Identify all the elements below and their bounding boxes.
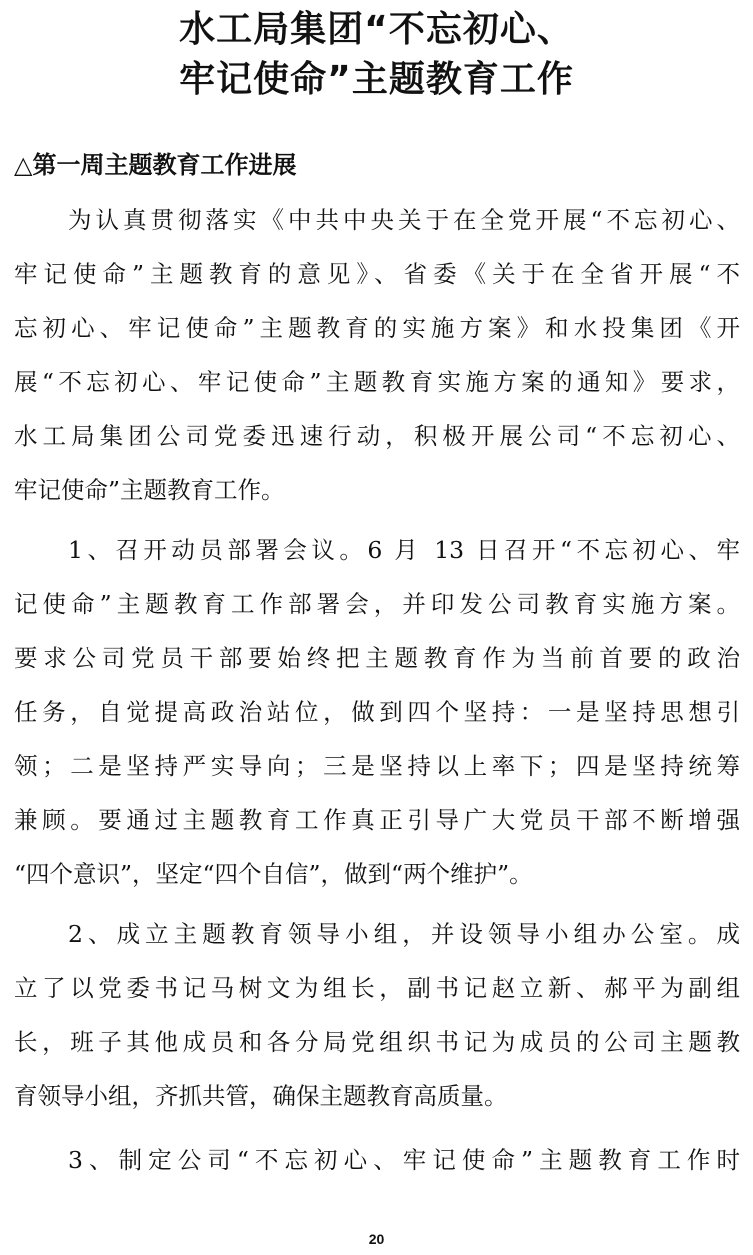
paragraph-2-line-6: 兼顾。要通过主题教育工作真正引导广大党员干部不断增强	[14, 806, 740, 834]
paragraph-1-line-1: 为认真贯彻落实《中共中央关于在全党开展“不忘初心、	[68, 206, 740, 234]
paragraph-1-line-5: 水工局集团公司党委迅速行动，积极开展公司“不忘初心、	[14, 422, 740, 450]
document-title-line-1: 水工局集团“不忘初心、	[179, 9, 574, 50]
paragraph-3-line-4: 育领导小组，齐抓共管，确保主题教育高质量。	[14, 1082, 508, 1110]
paragraph-3-line-1: 2、成立主题教育领导小组，并设领导小组办公室。成	[68, 920, 740, 948]
paragraph-2-line-4: 任务，自觉提高政治站位，做到四个坚持：一是坚持思想引	[14, 698, 740, 726]
paragraph-2-line-7: “四个意识”，坚定“四个自信”，做到“两个维护”。	[14, 860, 533, 888]
paragraph-2-line-5: 领；二是坚持严实导向；三是坚持以上率下；四是坚持统筹	[14, 752, 740, 780]
paragraph-1-line-2: 牢记使命”主题教育的意见》、省委《关于在全省开展“不	[14, 260, 740, 288]
document-title-line-2: 牢记使命”主题教育工作	[179, 59, 574, 100]
paragraph-2-line-2: 记使命”主题教育工作部署会，并印发公司教育实施方案。	[14, 590, 740, 618]
paragraph-1-line-6: 牢记使命”主题教育工作。	[14, 476, 285, 504]
paragraph-2-line-1: 1、召开动员部署会议。6 月 13 日召开“不忘初心、牢	[68, 536, 740, 564]
page-number: 20	[368, 1231, 385, 1247]
paragraph-1-line-3: 忘初心、牢记使命”主题教育的实施方案》和水投集团《开	[14, 314, 740, 342]
paragraph-2-line-3: 要求公司党员干部要始终把主题教育作为当前首要的政治	[14, 644, 740, 672]
paragraph-4-line-1: 3、制定公司“不忘初心、牢记使命”主题教育工作时	[68, 1146, 740, 1174]
paragraph-3-line-2: 立了以党委书记马树文为组长，副书记赵立新、郝平为副组	[14, 974, 740, 1002]
paragraph-1-line-4: 展“不忘初心、牢记使命”主题教育实施方案的通知》要求，	[14, 368, 740, 396]
paragraph-3-line-3: 长，班子其他成员和各分局党组织书记为成员的公司主题教	[14, 1028, 740, 1056]
section-heading: △第一周主题教育工作进展	[14, 151, 297, 179]
